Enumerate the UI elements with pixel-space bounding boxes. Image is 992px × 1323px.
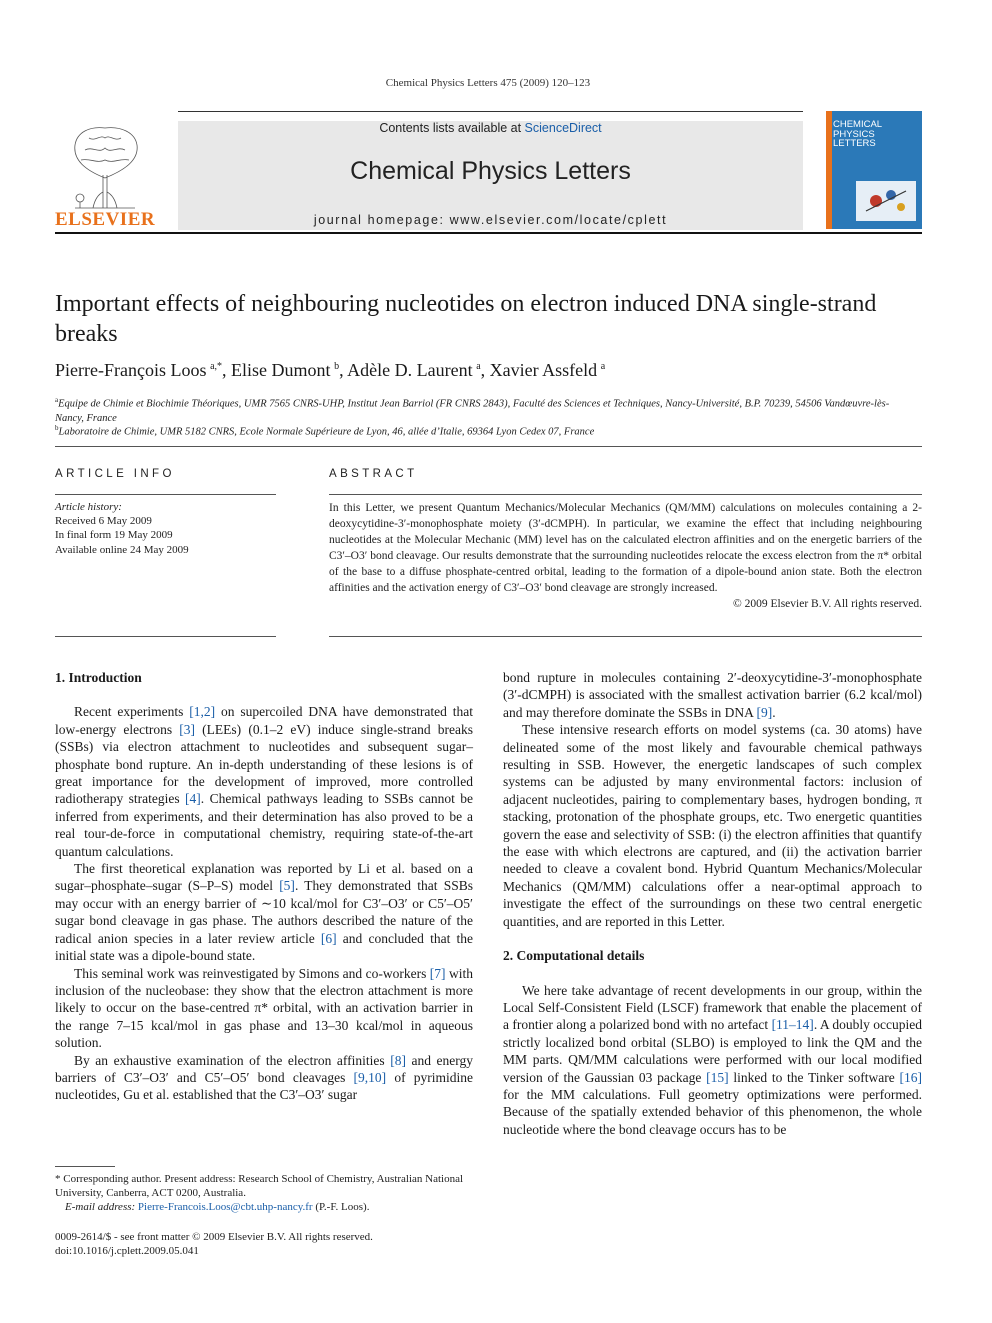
citation-link[interactable]: [4]: [185, 791, 201, 807]
cover-illustration: [856, 171, 916, 226]
affiliation-b: $^b$Laboratoire de Chimie, UMR 5182 CNRS, Ecole Normale Supérieure de Lyon, 46, allée d’Italie, 69364 Lyon Cedex 07, France: [55, 424, 595, 438]
section-heading: 1. Introduction: [55, 670, 142, 685]
journal-title: Chemical Physics Letters: [350, 157, 631, 185]
author-name[interactable]: Pierre-François Loos: [55, 360, 207, 380]
citation-link[interactable]: [15]: [706, 1069, 729, 1085]
header-top-rule: [178, 111, 803, 112]
paragraph: We here take advantage of recent developments in our group, within the Local Self-Consistent Field (LSCF) framework that enable the placement of a frontier along a polarized bond with no artefact [11–14]. A doubly occupied strictly localized bond orbital (SLBO) is employed to link the QM and the MM parts. QM/MM calculations were performed with our local modified version of the Gaussian 03 package [15] linked to the Tinker software [16] for the MM calculations. Full geometry optimizations were performed. Because of the spatially extended behavior of this phenomenon, the whole nucleotide where the bond cleavage occurs has to be: [503, 982, 922, 1137]
abstract-rule: [329, 494, 922, 495]
article-info-rule: [55, 494, 276, 495]
sciencedirect-link[interactable]: ScienceDirect: [524, 121, 602, 135]
body-column-left: [55, 669, 473, 1104]
paragraph: bond rupture in molecules containing 2′-deoxycytidine-3′-monophosphate (3′-dCMPH) is associated with the smallest activation barrier (6.2 kcal/mol) and may therefore dominate the SSBs in DNA [9].: [503, 670, 922, 720]
issn-line: 0009-2614/$ - see front matter © 2009 Elsevier B.V. All rights reserved.: [55, 1231, 373, 1243]
email-link[interactable]: Pierre-Francois.Loos@cbt.uhp-nancy.fr: [137, 1201, 313, 1213]
cover-title: CHEMICAL PHYSICS LETTERS: [833, 119, 882, 149]
abstract-body: [329, 500, 922, 612]
abstract-text: In this Letter, we present Quantum Mechanics/Molecular Mechanics (QM/MM) calculations on molecules containing a 2-deoxycytidine-3′-monophosphate moiety (3′-dCMPH). In particular, we examine the effect that including neighbouring nucleotides at the Molecular Mechanic (MM) level has on the calculated electron affinities and on the energetic barriers of the C3′–O3′ bond cleavage. Our results demonstrate that the surrounding nucleotides relocate the excess electron from the π* orbital of the base to a diffuse phosphate-centred orbital, leading to the formation of a dipole-bound anion state. Both the electron affinities and the activation energy of C3′–O3′ bond cleavage are strongly increased.: [329, 502, 922, 594]
author-name[interactable]: Adèle D. Laurent: [347, 360, 473, 380]
received-date: Received 6 May 2009: [55, 515, 152, 528]
publisher-name: ELSEVIER: [55, 209, 156, 230]
body-column-right: [503, 669, 922, 1138]
page-footer: [55, 1230, 473, 1258]
abstract-copyright: © 2009 Elsevier B.V. All rights reserved.: [733, 598, 922, 610]
citation-link[interactable]: [8]: [390, 1052, 406, 1068]
article-info-rule-bottom: [55, 636, 276, 637]
paragraph: Recent experiments [1,2] on supercoiled DNA have demonstrated that low-energy electrons [3] (LEEs) (0.1–2 eV) induce single-strand breaks (SSBs) via electron attachment to nucleotides and subsequent sugar–phosphate bond rupture. An in-depth understanding of these lesions is of great importance for the development of improved, more controlled radiotherapy strategies [4]. Chemical pathways leading to SSBs cannot be inferred from experiments, and their determination has also proved to be a real tour-de-force in computational chemistry, requiring state-of-the-art quantum calculations.: [55, 704, 474, 859]
corresponding-author-note: [55, 1172, 473, 1214]
paragraph: These intensive research efforts on model systems (ca. 30 atoms) have delineated some of the most likely and favourable chemical pathways resulting in SSB. However, the energetic landscapes of such complex systems can be adjusted by many environmental factors: inclusion of adjacent nucleotides, pairing to complementary bases, hydrogen bonding, π stacking, protonation of the phosphate groups, etc. Two energetic quantities govern the ease and selectivity of SSB: (i) the electron affinities that quantify the ease with which electrons are captured, and (ii) the activation barrier needed to cleave a covalent bond. Hybrid Quantum Mechanics/Molecular Mechanics (QM/MM) calculations offer a near-optimal approach to investigate the effect of the surroundings on these two central energetic quantities, and are reported in this Letter.: [503, 722, 922, 929]
article-title: Important effects of neighbouring nucleotides on electron induced DNA single-strand breaks: [55, 291, 877, 347]
citation-link[interactable]: [3]: [179, 721, 196, 737]
affiliation-a: $^a$Equipe de Chimie et Biochimie Théoriques, UMR 7565 CNRS-UHP, Institut Jean Barriol (FR CNRS 2843), Faculté des Sciences et Techniques, Nancy-Université, B.P. 70239, 54506 Vandœuvre-lès-Nancy, France: [55, 396, 890, 424]
revised-date: In final form 19 May 2009: [55, 529, 173, 542]
section-heading: 2. Computational details: [503, 948, 645, 964]
journal-cover-image: [826, 111, 922, 229]
citation-link[interactable]: [9]: [756, 704, 773, 720]
abstract-heading: ABSTRACT: [329, 468, 418, 480]
doi-line[interactable]: doi:10.1016/j.cplett.2009.05.041: [55, 1245, 199, 1257]
footnote-text: * Corresponding author. Present address: Research School of Chemistry, Australian National University, Canberra, ACT 0200, Australia.: [55, 1173, 464, 1199]
paragraph: The first theoretical explanation was reported by Li et al. based on a sugar–phosphate–sugar (S–P–S) model [5]. They demonstrated that SSBs may occur with an energy barrier of ∼10 kcal/mol for C3′–O3′ or C5′–O5′ sugar bond cleavage in gas phase. The authors described the nature of the radical anion species in a later review article [6] and concluded that the initial state was a dipole-bound state.: [55, 861, 473, 964]
section-divider: [55, 446, 922, 447]
journal-homepage[interactable]: journal homepage: www.elsevier.com/locate/cplett: [313, 213, 668, 227]
journal-citation: Chemical Physics Letters 475 (2009) 120–123: [385, 77, 591, 89]
article-history: [55, 500, 276, 557]
email-line: E-mail address: Pierre-Francois.Loos@cbt.uhp-nancy.fr (P.-F. Loos).: [65, 1201, 370, 1213]
contents-availability: Contents lists available at ScienceDirect: [379, 121, 602, 135]
citation-link[interactable]: [7]: [429, 965, 446, 981]
footnote-rule: [55, 1166, 115, 1167]
author-list: Pierre-François Loos $^{a,*}$, Elise Dumont $^b$, Adèle D. Laurent $^a$, Xavier Assfeld $^a$: [55, 360, 606, 380]
citation-link[interactable]: [1,2]: [189, 704, 216, 720]
abstract-rule-bottom: [329, 636, 922, 637]
citation-link[interactable]: [6]: [320, 930, 337, 946]
paragraph: This seminal work was reinvestigated by Simons and co-workers [7] with inclusion of the nucleobase: they show that the electron attachment is more likely to occur on the base-centred π* orbital, with an activation barrier in the range 7–15 kcal/mol in gas phase and 13–30 kcal/mol in aqueous solution.: [55, 965, 473, 1051]
citation-link[interactable]: [9,10]: [353, 1069, 387, 1085]
paragraph: By an exhaustive examination of the electron affinities [8] and energy barriers of C3′–O3′ and C5′–O5′ bond cleavages [9,10] of pyrimidine nucleotides, Gu et al. established that the C3′–O3′ sugar: [55, 1052, 474, 1103]
author-name[interactable]: Elise Dumont: [231, 360, 331, 380]
online-date: Available online 24 May 2009: [55, 543, 189, 556]
header-rule: [55, 232, 922, 234]
citation-link[interactable]: [16]: [899, 1069, 922, 1085]
citation-link[interactable]: [11–14]: [771, 1017, 814, 1033]
article-info-heading: ARTICLE INFO: [55, 468, 175, 480]
author-name[interactable]: Xavier Assfeld: [489, 360, 598, 380]
cover-stripe: [826, 111, 832, 229]
history-label: Article history:: [55, 501, 122, 513]
journal-banner: [178, 121, 803, 230]
citation-link[interactable]: [5]: [279, 878, 295, 894]
